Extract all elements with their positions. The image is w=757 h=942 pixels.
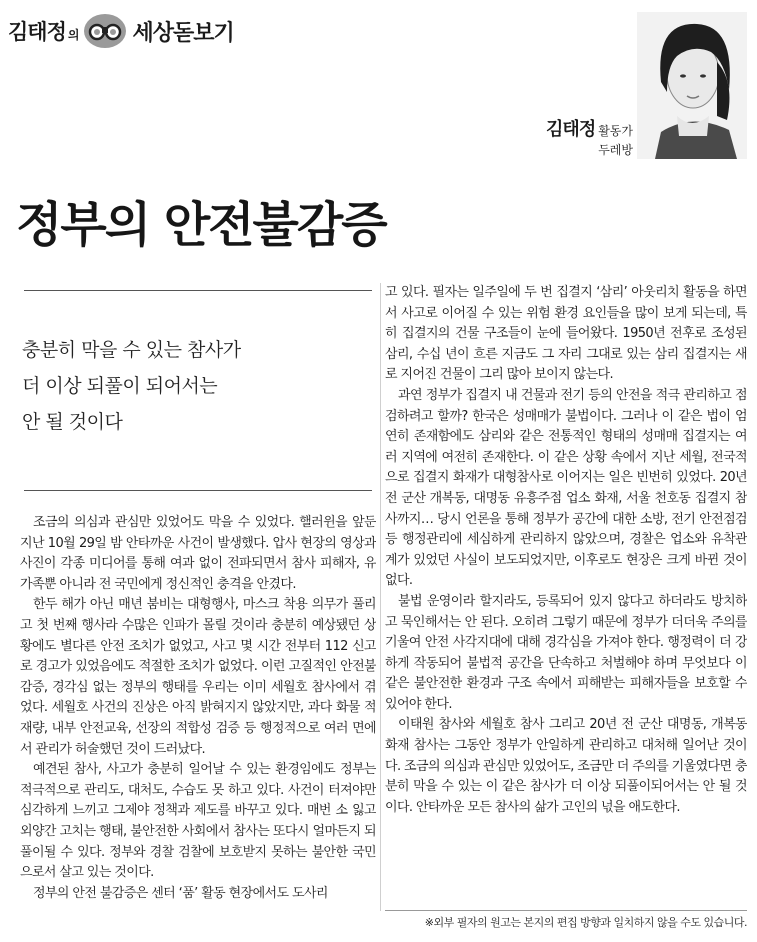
lead-line: 충분히 막을 수 있는 참사가 xyxy=(22,339,241,361)
author-photo xyxy=(637,12,747,159)
series-title: 세상돋보기 xyxy=(132,20,234,46)
body-paragraph: 이태원 참사와 세월호 참사 그리고 20년 전 군산 대명동, 개복동 화재 참사는 그동안 정부가 안일하게 관리하고 대처해 일어난 것이다. 조금의 의심과 관심만 있었어도, 조금만 더 주의를 기울였다면 충분히 막을 수 있는 이 같은 참사가 더 이상 되풀이되어서는 안 될 것이다. 안타까운 모든 참사의 삶가 고인의 넋을 애도한다. xyxy=(385,717,747,815)
column-divider xyxy=(380,283,381,911)
author-name: 김태정 xyxy=(546,119,596,140)
body-paragraph: 정부의 안전 불감증은 센터 ‘품’ 활동 현장에서도 도사리 xyxy=(33,885,328,901)
lead-top-divider xyxy=(24,290,372,291)
author-org: 두레방 xyxy=(598,143,633,158)
body-paragraph: 한두 해가 아닌 매년 붐비는 대형행사, 마스크 착용 의무가 풀리고 첫 번째 행사라 수많은 인파가 몰릴 것이라 충분히 예상됐던 상황에도 별다른 안전 조치가 없었고, 사고 몇 시간 전부터 112 신고로 경고가 있었음에도 적절한 조치가 없었다. 이런 고질적인 안전불감증, 경각심 없는 정부의 행태를 우리는 이미 세월호 참사에서 겪었다. 세월호 사건의 진상은 아직 밝혀지지 않았지만, 과다 화물 적재량, 내부 안전교육, 선장의 적합성 검증 등 행정적으로 여러 면에서 관리가 허술했던 것이 드러났다. xyxy=(20,597,376,757)
lead-line: 안 될 것이다 xyxy=(22,411,123,433)
headline: 정부의 안전불감증 xyxy=(16,197,386,253)
body-paragraph: 조금의 의심과 관심만 있었어도 막을 수 있었다. 핼러윈을 앞둔 지난 10월 29일 밤 안타까운 사건이 발생했다. 압사 현장의 영상과 사진이 각종 미디어를 통해 여과 없이 전파되면서 참사 피해자, 유가족뿐 아니라 전 국민에게 정신적인 충격을 안겼다. xyxy=(20,515,376,592)
body-column-right xyxy=(385,283,747,891)
body-paragraph-continued: 고 있다. 필자는 일주일에 두 번 집결지 ‘삼리’ 아웃리치 활동을 하면서 사고로 이어질 수 있는 위험 환경 요인들을 많이 보게 되는데, 특히 집결지의 건물 구조들이 눈에 들어왔다. 1950년 전후로 조성된 삼리, 수십 년이 흐른 지금도 그 자리 그대로 있는 삼리 집결지는 새로 지어진 건물이 그리 많아 보이지 않는다. xyxy=(385,285,747,383)
series-author: 김태정 의 xyxy=(8,20,79,44)
lead-bottom-divider xyxy=(24,490,372,491)
author-role: 활동가 xyxy=(598,124,633,138)
lead-subhead xyxy=(22,332,372,440)
body-paragraph: 과연 정부가 집결지 내 건물과 전기 등의 안전을 적극 관리하고 점검하려고 할까? 한국은 성매매가 불법이다. 그러나 이 같은 법이 엄연히 존재함에도 삼리와 같은 전통적인 형태의 성매매 집결지는 여러 지역에 여전히 존재한다. 이 같은 상황 속에서 지난 세월, 전국적으로 집결지 화재가 대형참사로 이어지는 일은 빈번히 있었다. 20년 전 군산 개복동, 대명동 유흥주점 업소 화재, 서울 천호동 집결지 참사까지… 당시 언론을 통해 정부가 공간에 대한 소방, 전기 안전점검 등 행정관리에 세심하게 관리하지 않았으며, 경찰은 업소와 유착관계가 있었던 사실이 보도되었지만, 이후로도 현장은 크게 바뀐 것이 없다. xyxy=(385,387,747,589)
body-paragraph: 예견된 참사, 사고가 충분히 일어날 수 있는 환경임에도 정부는 적극적으로 관리도, 대처도, 수습도 못 하고 있다. 사건이 터져야만 심각하게 느끼고 그제야 정책과 제도를 바꾸고 있다. 매번 소 잃고 외양간 고치는 행태, 불안전한 사회에서 참사는 또다시 얼마든지 되풀이될 수 있다. 정부와 경찰 검찰에 보호받지 못하는 불안한 국민으로서 살고 있는 것이다. xyxy=(20,762,376,881)
body-column-left xyxy=(20,513,376,933)
footnote: ※외부 필자의 원고는 본지의 편집 방향과 일치하지 않을 수도 있습니다. xyxy=(424,916,747,929)
lead-line: 더 이상 되풀이 되어서는 xyxy=(22,375,218,397)
column-series-header xyxy=(8,12,234,50)
author-byline xyxy=(546,118,633,158)
footnote-divider xyxy=(385,910,747,911)
binoculars-icon xyxy=(84,14,126,48)
body-paragraph: 불법 운영이라 할지라도, 등록되어 있지 않다고 하더라도 방치하고 묵인해서는 안 된다. 오히려 그렇기 때문에 정부가 더더욱 주의를 기울여 안전 사각지대에 대해 경각심을 가져야 한다. 행정력이 더 강하게 작동되어 불법적 공간을 단속하고 처벌해야 하며 무엇보다 이 같은 불안전한 환경과 구조 속에서 피해받는 피해자들을 보호할 수 있어야 한다. xyxy=(385,593,747,712)
